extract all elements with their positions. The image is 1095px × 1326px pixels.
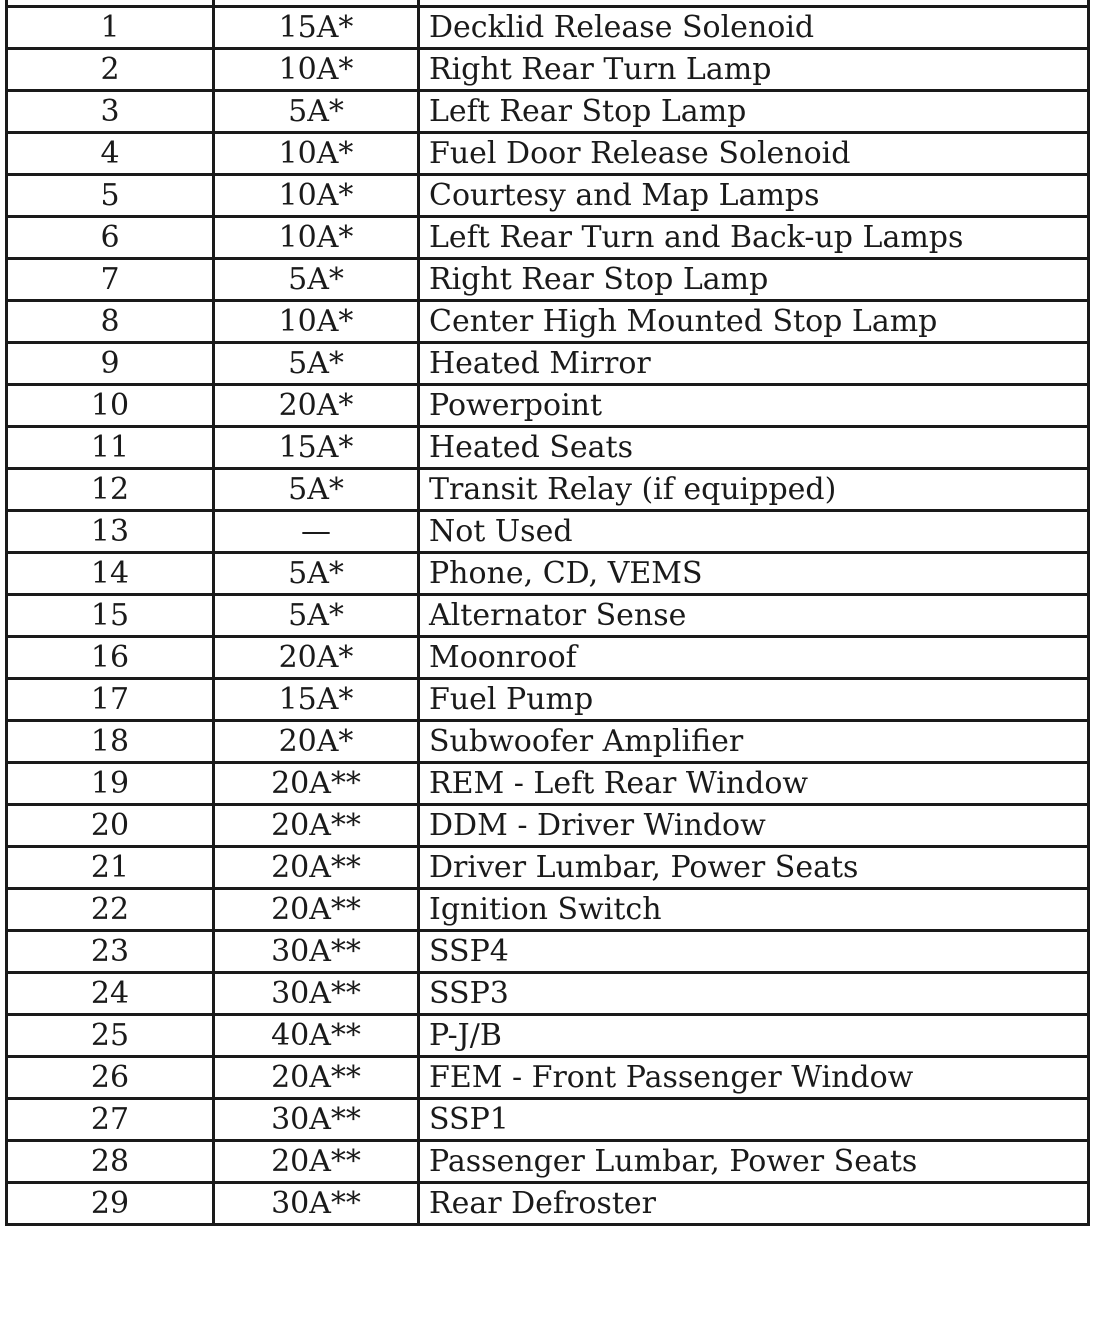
table-row <box>7 385 1089 427</box>
table-row <box>7 1141 1089 1183</box>
fuse-amp-rating-cell: 20A** <box>214 889 419 931</box>
fuse-circuits-protected-cell: Left Rear Turn and Back-up Lamps <box>419 217 1089 259</box>
fuse-position-cell: 1 <box>7 7 214 49</box>
fuse-circuits-protected-cell: Transit Relay (if equipped) <box>419 469 1089 511</box>
fuse-amp-rating-cell: 20A* <box>214 385 419 427</box>
fuse-position-cell: 27 <box>7 1099 214 1141</box>
table-row <box>7 595 1089 637</box>
table-row <box>7 259 1089 301</box>
fuse-amp-rating-cell: 30A** <box>214 931 419 973</box>
fuse-position-cell: 19 <box>7 763 214 805</box>
table-row <box>7 889 1089 931</box>
table-row <box>7 637 1089 679</box>
fuse-circuits-protected-cell: Decklid Release Solenoid <box>419 7 1089 49</box>
table-row <box>7 1015 1089 1057</box>
fuse-circuits-protected-cell: Right Rear Turn Lamp <box>419 49 1089 91</box>
fuse-circuits-protected-cell: Heated Seats <box>419 427 1089 469</box>
fuse-position-cell: 23 <box>7 931 214 973</box>
fuse-circuits-protected-cell: DDM - Driver Window <box>419 805 1089 847</box>
fuse-position-cell: 22 <box>7 889 214 931</box>
fuse-position-cell: 17 <box>7 679 214 721</box>
fuse-amp-rating-cell: 20A** <box>214 763 419 805</box>
fuse-position-cell: 18 <box>7 721 214 763</box>
fuse-circuits-protected-cell: Right Rear Stop Lamp <box>419 259 1089 301</box>
fuse-amp-rating-cell: 30A** <box>214 973 419 1015</box>
fuse-amp-rating-cell: 20A* <box>214 637 419 679</box>
fuse-amp-rating-cell: — <box>214 511 419 553</box>
fuse-position-cell: 25 <box>7 1015 214 1057</box>
fuse-position-cell: 7 <box>7 259 214 301</box>
fuse-amp-rating-cell: 5A* <box>214 91 419 133</box>
fuse-circuits-protected-cell: Driver Lumbar, Power Seats <box>419 847 1089 889</box>
table-row <box>7 847 1089 889</box>
fuse-circuits-protected-cell: Left Rear Stop Lamp <box>419 91 1089 133</box>
table-row <box>7 973 1089 1015</box>
fuse-table <box>5 0 1090 1226</box>
fuse-position-cell: 14 <box>7 553 214 595</box>
fuse-position-cell: 21 <box>7 847 214 889</box>
fuse-position-cell: 24 <box>7 973 214 1015</box>
fuse-amp-rating-cell: 20A** <box>214 1141 419 1183</box>
fuse-amp-rating-cell: 40A** <box>214 1015 419 1057</box>
fuse-amp-rating-cell: 20A** <box>214 1057 419 1099</box>
fuse-amp-rating-cell: 15A* <box>214 427 419 469</box>
fuse-amp-rating-cell: 5A* <box>214 469 419 511</box>
fuse-amp-rating-cell: 20A** <box>214 847 419 889</box>
table-row <box>7 343 1089 385</box>
table-row <box>7 7 1089 49</box>
fuse-circuits-protected-cell: SSP3 <box>419 973 1089 1015</box>
table-row <box>7 511 1089 553</box>
fuse-circuits-protected-cell: Powerpoint <box>419 385 1089 427</box>
fuse-position-cell: 10 <box>7 385 214 427</box>
fuse-circuits-protected-cell: Ignition Switch <box>419 889 1089 931</box>
fuse-circuits-protected-cell: Moonroof <box>419 637 1089 679</box>
fuse-amp-rating-cell: 5A* <box>214 595 419 637</box>
fuse-amp-rating-cell: 30A** <box>214 1099 419 1141</box>
fuse-circuits-protected-cell: Alternator Sense <box>419 595 1089 637</box>
fuse-amp-rating-cell: 30A** <box>214 1183 419 1225</box>
fuse-circuits-protected-cell: SSP4 <box>419 931 1089 973</box>
fuse-circuits-protected-cell: Fuel Pump <box>419 679 1089 721</box>
fuse-table-container <box>5 0 1090 1226</box>
fuse-circuits-protected-cell: Passenger Lumbar, Power Seats <box>419 1141 1089 1183</box>
fuse-table-body <box>7 0 1089 1225</box>
table-row <box>7 469 1089 511</box>
table-row <box>7 721 1089 763</box>
fuse-circuits-protected-cell: Phone, CD, VEMS <box>419 553 1089 595</box>
fuse-position-cell: 4 <box>7 133 214 175</box>
fuse-position-cell: 5 <box>7 175 214 217</box>
fuse-position-cell: 28 <box>7 1141 214 1183</box>
fuse-amp-rating-cell: 15A* <box>214 7 419 49</box>
fuse-amp-rating-cell: 15A* <box>214 679 419 721</box>
fuse-circuits-protected-cell: Not Used <box>419 511 1089 553</box>
fuse-amp-rating-cell: 10A* <box>214 301 419 343</box>
fuse-amp-rating-cell: 20A** <box>214 805 419 847</box>
fuse-position-cell: 12 <box>7 469 214 511</box>
table-row <box>7 1183 1089 1225</box>
fuse-circuits-protected-cell: Rear Defroster <box>419 1183 1089 1225</box>
fuse-circuits-protected-cell: FEM - Front Passenger Window <box>419 1057 1089 1099</box>
fuse-position-cell: 9 <box>7 343 214 385</box>
fuse-amp-rating-cell: 10A* <box>214 133 419 175</box>
table-row <box>7 175 1089 217</box>
table-row <box>7 427 1089 469</box>
fuse-amp-rating-cell: 5A* <box>214 343 419 385</box>
table-row <box>7 805 1089 847</box>
table-row <box>7 931 1089 973</box>
fuse-amp-rating-cell: 10A* <box>214 49 419 91</box>
fuse-amp-rating-cell: 10A* <box>214 217 419 259</box>
fuse-position-cell: 26 <box>7 1057 214 1099</box>
fuse-position-cell: 16 <box>7 637 214 679</box>
fuse-circuits-protected-cell: Courtesy and Map Lamps <box>419 175 1089 217</box>
table-row <box>7 91 1089 133</box>
fuse-position-cell: 11 <box>7 427 214 469</box>
table-row <box>7 301 1089 343</box>
fuse-position-cell: 2 <box>7 49 214 91</box>
fuse-circuits-protected-cell: Subwoofer Amplifier <box>419 721 1089 763</box>
fuse-amp-rating-cell: 5A* <box>214 259 419 301</box>
table-row <box>7 553 1089 595</box>
table-row <box>7 679 1089 721</box>
fuse-amp-rating-cell: 20A* <box>214 721 419 763</box>
table-row <box>7 763 1089 805</box>
fuse-circuits-protected-cell: Center High Mounted Stop Lamp <box>419 301 1089 343</box>
table-row <box>7 1099 1089 1141</box>
fuse-position-cell: 15 <box>7 595 214 637</box>
fuse-circuits-protected-cell: Heated Mirror <box>419 343 1089 385</box>
table-row <box>7 133 1089 175</box>
fuse-position-cell: 3 <box>7 91 214 133</box>
fuse-circuits-protected-cell: P-J/B <box>419 1015 1089 1057</box>
table-row <box>7 217 1089 259</box>
fuse-position-cell: 8 <box>7 301 214 343</box>
fuse-circuits-protected-cell: REM - Left Rear Window <box>419 763 1089 805</box>
fuse-position-cell: 13 <box>7 511 214 553</box>
fuse-position-cell: 6 <box>7 217 214 259</box>
fuse-position-cell: 29 <box>7 1183 214 1225</box>
fuse-amp-rating-cell: 10A* <box>214 175 419 217</box>
table-row <box>7 49 1089 91</box>
fuse-circuits-protected-cell: Fuel Door Release Solenoid <box>419 133 1089 175</box>
fuse-amp-rating-cell: 5A* <box>214 553 419 595</box>
table-row <box>7 1057 1089 1099</box>
fuse-position-cell: 20 <box>7 805 214 847</box>
fuse-circuits-protected-cell: SSP1 <box>419 1099 1089 1141</box>
